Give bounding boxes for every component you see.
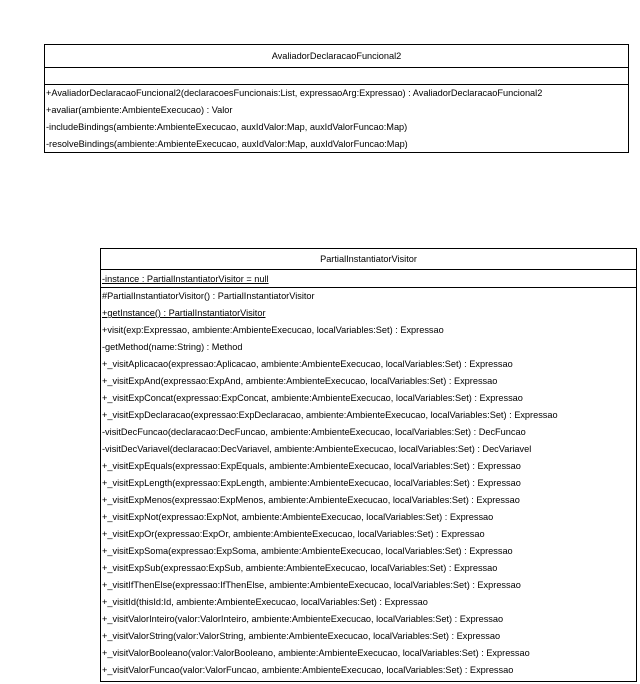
operation: +_visitIfThenElse(expressao:IfThenElse, ambiente:AmbienteExecucao, localVariables:Set) : Expressao xyxy=(102,580,521,590)
class-name: PartialInstantiatorVisitor xyxy=(101,249,636,270)
operation: -visitDecFuncao(declaracao:DecFuncao, ambiente:AmbienteExecucao, localVariables:Set) : DecFuncao xyxy=(102,427,526,437)
operation: -resolveBindings(ambiente:AmbienteExecucao, auxIdValor:Map, auxIdValorFuncao:Map) xyxy=(46,139,408,149)
operation: +_visitAplicacao(expressao:Aplicacao, ambiente:AmbienteExecucao, localVariables:Set) : Expressao xyxy=(102,359,513,369)
operation: +_visitExpNot(expressao:ExpNot, ambiente:AmbienteExecucao, localVariables:Set) : Expressao xyxy=(102,512,494,522)
operation: +_visitValorString(valor:ValorString, ambiente:AmbienteExecucao, localVariables:Set) : Expressao xyxy=(102,631,501,641)
operation: +visit(exp:Expressao, ambiente:AmbienteExecucao, localVariables:Set) : Expressao xyxy=(102,325,444,335)
operation: +_visitExpMenos(expressao:ExpMenos, ambiente:AmbienteExecucao, localVariables:Set) : Expressao xyxy=(102,495,520,505)
operations-compartment xyxy=(45,85,628,154)
class-name: AvaliadorDeclaracaoFuncional2 xyxy=(45,45,628,68)
operation: +getInstance() : PartialInstantiatorVisitor xyxy=(102,308,266,318)
uml-class-partial-instantiator-visitor[interactable] xyxy=(100,248,637,682)
operation: +avaliar(ambiente:AmbienteExecucao) : Valor xyxy=(46,105,233,115)
uml-class-avaliador-declaracao-funcional2[interactable] xyxy=(44,44,629,153)
operation: -includeBindings(ambiente:AmbienteExecucao, auxIdValor:Map, auxIdValorFuncao:Map) xyxy=(46,122,408,132)
operation: +_visitExpSoma(expressao:ExpSoma, ambiente:AmbienteExecucao, localVariables:Set) : Expressao xyxy=(102,546,513,556)
operation: -visitDecVariavel(declaracao:DecVariavel, ambiente:AmbienteExecucao, localVariables:Set) : DecVariavel xyxy=(102,444,532,454)
operation: #PartialInstantiatorVisitor() : PartialInstantiatorVisitor xyxy=(102,291,315,301)
operation: -getMethod(name:String) : Method xyxy=(102,342,243,352)
operation: +_visitExpDeclaracao(expressao:ExpDeclaracao, ambiente:AmbienteExecucao, localVariables:Set) : Expressao xyxy=(102,410,558,420)
attribute: -instance : PartialInstantiatorVisitor = null xyxy=(102,274,269,284)
operation: +_visitId(thisId:Id, ambiente:AmbienteExecucao, localVariables:Set) : Expressao xyxy=(102,597,428,607)
attributes-compartment xyxy=(45,68,628,85)
operation: +_visitValorFuncao(valor:ValorFuncao, ambiente:AmbienteExecucao, localVariables:Set) : Expressao xyxy=(102,665,514,675)
operation: +AvaliadorDeclaracaoFuncional2(declaracoesFuncionais:List, expressaoArg:Expressao) : AvaliadorDeclaracaoFuncional2 xyxy=(46,88,543,98)
operation: +_visitExpSub(expressao:ExpSub, ambiente:AmbienteExecucao, localVariables:Set) : Expressao xyxy=(102,563,498,573)
operation: +_visitExpConcat(expressao:ExpConcat, ambiente:AmbienteExecucao, localVariables:Set) : Expressao xyxy=(102,393,523,403)
operations-compartment xyxy=(101,288,636,680)
operation: +_visitExpLength(expressao:ExpLength, ambiente:AmbienteExecucao, localVariables:Set) : Expressao xyxy=(102,478,521,488)
operation: +_visitExpOr(expressao:ExpOr, ambiente:AmbienteExecucao, localVariables:Set) : Expressao xyxy=(102,529,485,539)
attributes-compartment xyxy=(101,270,636,288)
operation: +_visitExpAnd(expressao:ExpAnd, ambiente:AmbienteExecucao, localVariables:Set) : Expressao xyxy=(102,376,498,386)
operation: +_visitValorInteiro(valor:ValorInteiro, ambiente:AmbienteExecucao, localVariables:Set) : Expressao xyxy=(102,614,504,624)
operation: +_visitValorBooleano(valor:ValorBooleano, ambiente:AmbienteExecucao, localVariables:Set) : Expressao xyxy=(102,648,530,658)
operation: +_visitExpEquals(expressao:ExpEquals, ambiente:AmbienteExecucao, localVariables:Set) : Expressao xyxy=(102,461,521,471)
